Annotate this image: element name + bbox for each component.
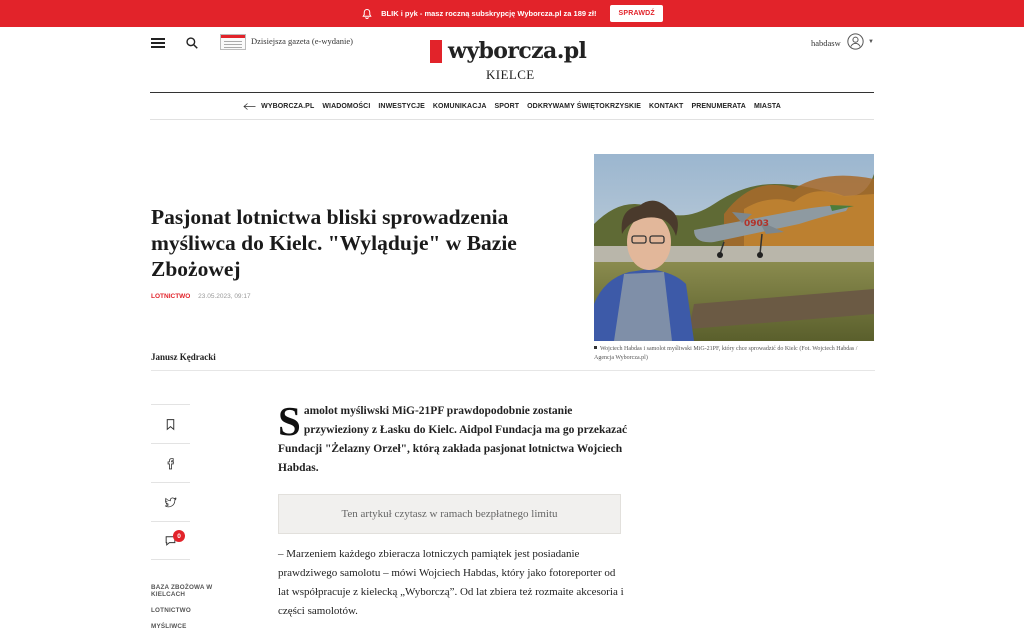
chevron-down-icon[interactable]: ▼ <box>868 39 874 45</box>
article-body: – Marzeniem każdego zbieracza lotniczych pamiątek jest posiadanie prawdziwego samolotu – mówi Wojciech Habdas, który jako fotoreporter od lat współpracuje z kielecką „Wyborczą”. Od lat zbiera też rozmaite akcesoria i części samolotów. <box>278 548 624 617</box>
caption-text: Wojciech Habdas i samolot myśliwski MiG-21PF, który chce sprowadzić do Kielc (Fot. Wojciech Habdas / Agencja Wyborcza.pl) <box>594 346 858 361</box>
nav-item-komunikacja[interactable]: KOMUNIKACJA <box>432 102 487 110</box>
share-rail <box>151 404 190 560</box>
nav-item-prenumerata[interactable]: PRENUMERATA <box>691 102 746 110</box>
hero-photo[interactable] <box>594 154 874 341</box>
edition-label[interactable]: KIELCE <box>486 67 535 82</box>
caption-square-icon <box>594 346 597 349</box>
tag-link[interactable]: BAZA ZBOŻOWA W KIELCACH <box>151 584 213 598</box>
promo-text: BLIK i pyk - masz roczną subskrypcję Wyborcza.pl za 189 zł! <box>381 9 597 18</box>
search-icon[interactable] <box>185 36 199 50</box>
username[interactable]: habdasw <box>811 38 841 48</box>
jet-marking: 0903 <box>744 219 770 229</box>
site-header <box>150 27 874 93</box>
twitter-icon <box>164 496 177 509</box>
nav-item-odkrywamy[interactable]: ODKRYWAMY ŚWIĘTOKRZYSKIE <box>527 102 642 110</box>
user-icon[interactable] <box>847 33 864 50</box>
comments-button[interactable] <box>151 521 190 560</box>
author-name[interactable]: Janusz Kędracki <box>151 352 216 362</box>
tag-link[interactable]: MYŚLIWCE <box>151 623 187 630</box>
e-edition-link[interactable]: Dzisiejsza gazeta (e-wydanie) <box>251 36 353 46</box>
twitter-share-button[interactable] <box>151 482 190 521</box>
lead-text: amolot myśliwski MiG-21PF prawdopodobnie zostanie przywieziony z Łasku do Kielc. Aidpol Fundacja ma go przekazać Fundacji "Żelazny Orzeł", którą zakłada pasjonat lotnictwa Wojciech Habdas. <box>278 405 628 474</box>
bookmark-icon <box>164 418 177 431</box>
promo-check-button[interactable]: SPRAWDŹ <box>610 5 662 22</box>
site-logo[interactable] <box>430 38 596 64</box>
nav-item-sport[interactable]: SPORT <box>494 102 520 110</box>
article-lead <box>278 398 628 478</box>
main-nav <box>150 93 874 120</box>
bookmark-button[interactable] <box>151 404 190 443</box>
logo-text: wyborcza.pl <box>448 38 587 64</box>
free-limit-notice: Ten artykuł czytasz w ramach bezpłatnego limitu <box>278 494 621 534</box>
publish-date: 23.05.2023, 09:17 <box>198 293 251 300</box>
divider <box>151 370 875 371</box>
article-headline: Pasjonat lotnictwa bliski sprowadzenia myśliwca do Kielc. "Wyląduje" w Bazie Zbożowej <box>151 205 517 281</box>
article-meta <box>151 293 251 300</box>
nav-item-kontakt[interactable]: KONTAKT <box>649 102 684 110</box>
category-link[interactable]: LOTNICTWO <box>151 293 191 300</box>
newspaper-thumbnail[interactable] <box>220 34 246 50</box>
logo-mark-icon <box>430 40 442 63</box>
tag-link[interactable]: LOTNICTWO <box>151 607 191 614</box>
menu-icon[interactable] <box>151 38 165 48</box>
drop-cap: S <box>278 398 301 444</box>
nav-item-miasta[interactable]: MIASTA <box>753 102 781 110</box>
comment-count-badge: 0 <box>173 530 185 542</box>
facebook-share-button[interactable] <box>151 443 190 482</box>
photo-caption <box>594 345 876 363</box>
nav-item-inwestycje[interactable]: INWESTYCJE <box>378 102 425 110</box>
promo-bar <box>0 0 1024 27</box>
arrow-left-icon[interactable] <box>243 102 256 111</box>
facebook-icon <box>164 457 177 470</box>
bell-icon <box>361 8 373 20</box>
nav-item-wiadomosci[interactable]: WIADOMOŚCI <box>322 102 371 110</box>
tag-list <box>151 584 231 639</box>
nav-item-wyborcza[interactable]: WYBORCZA.PL <box>261 102 315 110</box>
